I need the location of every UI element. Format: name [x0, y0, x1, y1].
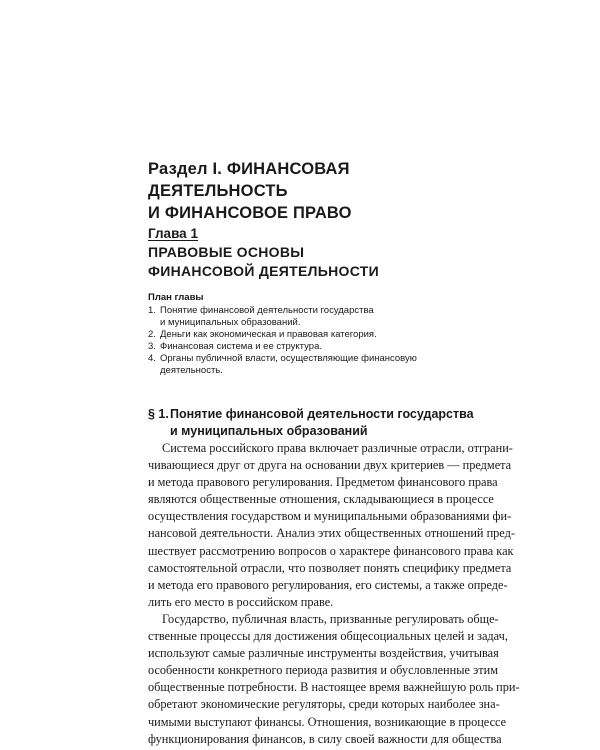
paragraph-heading-row-2: [148, 423, 468, 440]
body-line: Система российского права включает различные отрасли, отграни-: [162, 441, 513, 455]
body-line: и метода правового регулирования. Предметом финансового права: [148, 475, 498, 490]
body-line: являются общественные отношения, складывающиеся в процессе: [148, 492, 494, 507]
paragraph-symbol: § 1.: [148, 407, 169, 421]
body-line: общественные потребности. В настоящее время важнейшую роль при-: [148, 680, 520, 695]
plan-item-number: 3.: [148, 341, 156, 352]
plan-item-line: Органы публичной власти, осуществляющие финансовую: [160, 353, 417, 364]
body-line: используют самые различные инструменты воздействия, учитывая: [148, 646, 499, 661]
plan-item: [148, 329, 468, 341]
body-line: чивающиеся друг от друга на основании двух критериев — предмета: [148, 458, 512, 473]
body-line: и метода его правового регулирования, его системы, а также опреде-: [148, 577, 508, 592]
body-line: осуществления государством и муниципальными образованиями фи-: [148, 509, 512, 524]
plan-item: [148, 341, 468, 353]
plan-item-line: Деньги как экономическая и правовая категория.: [160, 329, 377, 340]
chapter-title: [148, 243, 468, 281]
section-title: [148, 158, 468, 224]
plan-item-line: Понятие финансовой деятельности государства: [160, 305, 374, 316]
chapter-plan-heading: План главы: [148, 292, 204, 303]
plan-item-text: [160, 341, 468, 353]
plan-item-number: 4.: [148, 353, 156, 364]
section-title-line-2: И ФИНАНСОВОЕ ПРАВО: [148, 204, 352, 222]
plan-item-number: 1.: [148, 305, 156, 316]
chapter-title-line-2: ФИНАНСОВОЙ ДЕЯТЕЛЬНОСТИ: [148, 263, 380, 279]
chapter-title-line-1: ПРАВОВЫЕ ОСНОВЫ: [148, 244, 305, 260]
paragraph-heading-row-1: [148, 406, 474, 423]
body-line: обретают экономические регуляторы, среди которых наиболее зна-: [148, 697, 500, 712]
body-line: Государство, публичная власть, призванные регулировать обще-: [162, 611, 499, 626]
plan-item-text: [160, 305, 468, 329]
body-line: нансовой деятельности. Анализ этих общественных отношений пред-: [148, 526, 515, 541]
plan-item-number: 2.: [148, 329, 156, 340]
plan-item: [148, 353, 468, 377]
chapter-plan-list: [148, 305, 468, 377]
chapter-label: Глава 1: [148, 226, 198, 241]
body-line: шествует рассмотрению вопросов о характере финансового права как: [148, 543, 514, 558]
paragraph-heading-line-1: Понятие финансовой деятельности государства: [170, 407, 474, 421]
paragraph-heading-line-2: и муниципальных образований: [170, 424, 368, 438]
body-text: [148, 440, 520, 748]
body-line: ственные процессы для достижения общесоциальных целей и задач,: [148, 629, 508, 644]
plan-item-line: Финансовая система и ее структура.: [160, 341, 322, 352]
plan-item-text: [160, 329, 468, 341]
section-title-line-1: Раздел I. ФИНАНСОВАЯ ДЕЯТЕЛЬНОСТЬ: [148, 160, 350, 200]
body-line: функционирования финансов, в силу своей важности для общества: [148, 731, 502, 746]
body-line: лить его место в российском праве.: [148, 594, 334, 609]
plan-item: [148, 305, 468, 329]
plan-item-text: [160, 353, 468, 377]
paragraph-heading: [148, 406, 474, 440]
plan-item-line: деятельность.: [160, 365, 223, 376]
body-line: особенности конкретного периода развития и обусловленные этим: [148, 663, 499, 678]
body-line: чимыми выступают финансы. Отношения, возникающие в процессе: [148, 714, 507, 729]
plan-item-line: и муниципальных образований.: [160, 317, 301, 328]
body-line: самостоятельной отрасли, что позволяет понять специфику предмета: [148, 560, 512, 575]
